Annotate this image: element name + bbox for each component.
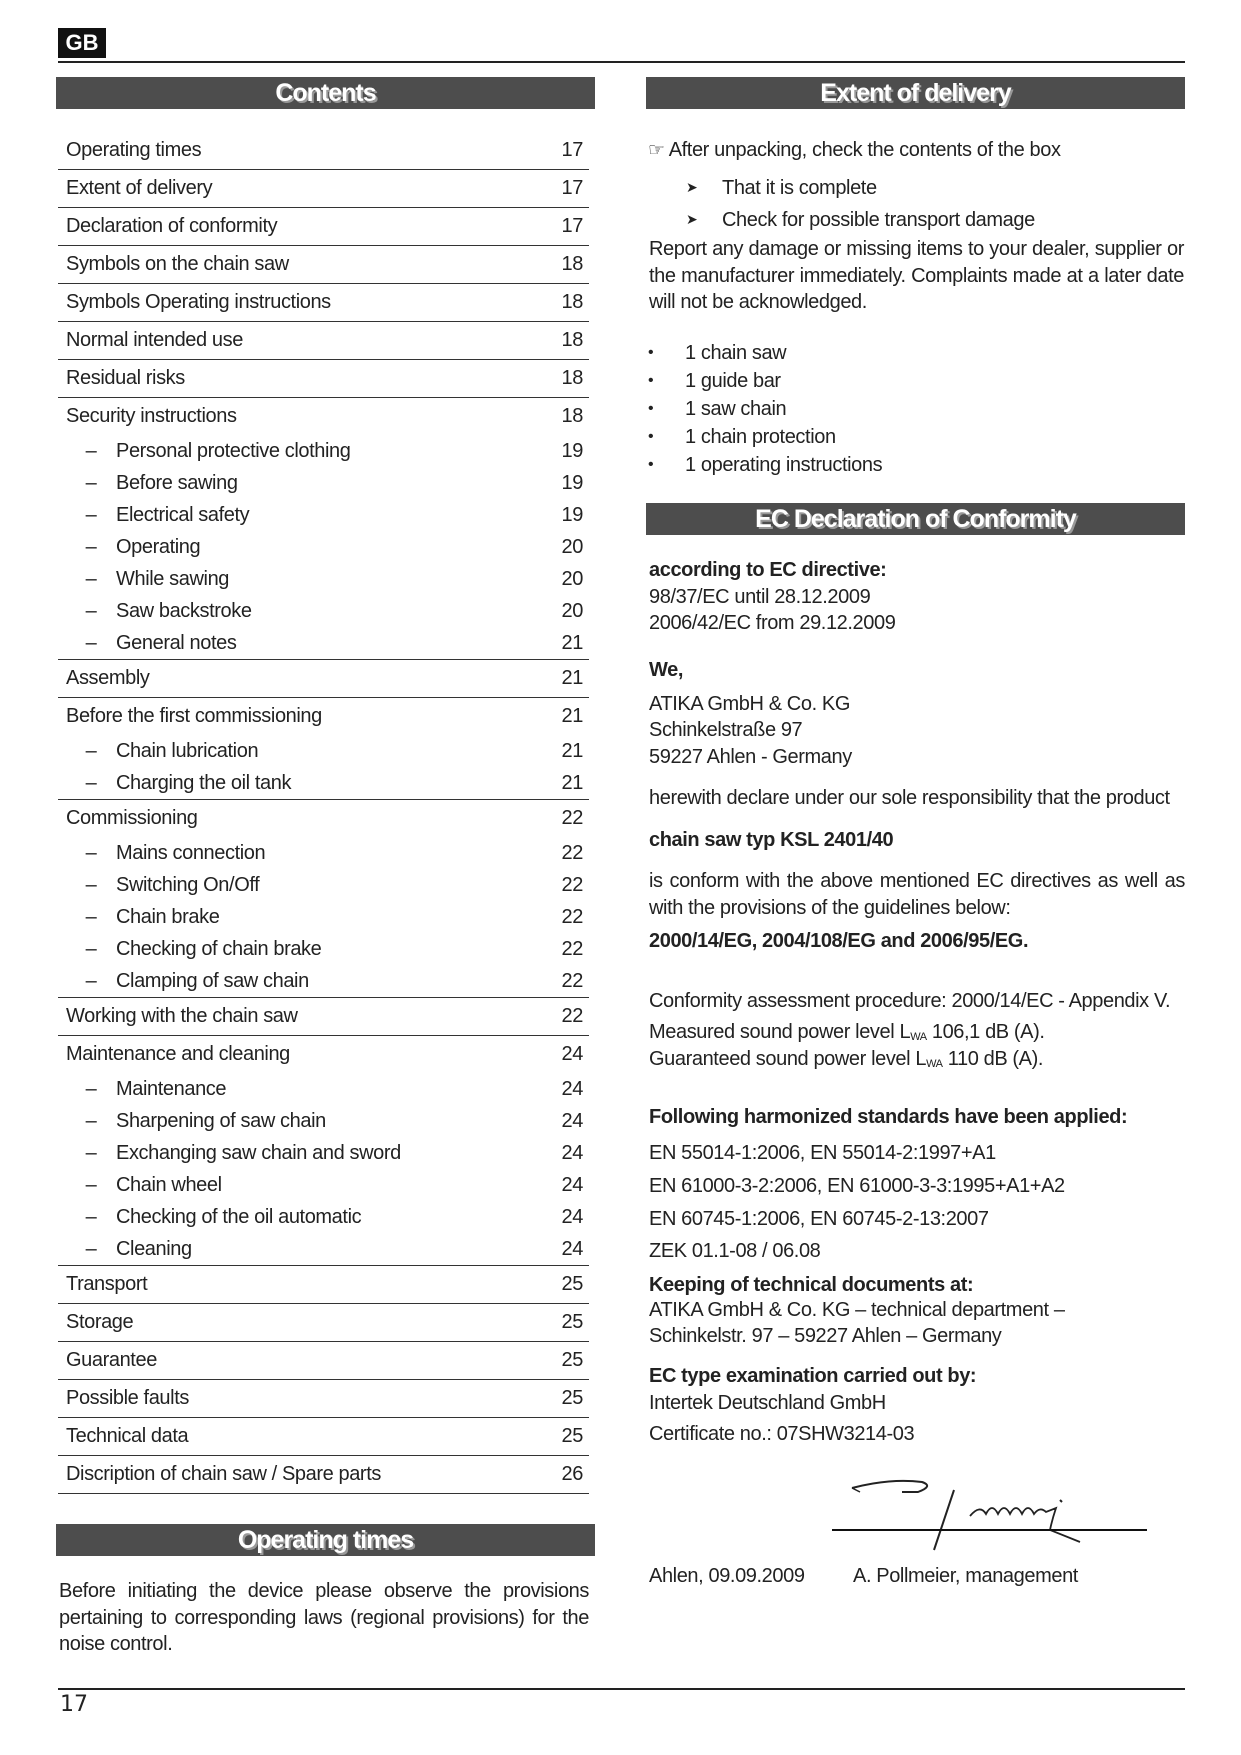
bullet-icon: • xyxy=(648,456,654,473)
toc-label: Operating times xyxy=(66,139,202,161)
toc-label: Mains connection xyxy=(116,841,266,864)
bullet-icon: • xyxy=(648,344,654,361)
toc-page: 24 xyxy=(561,1043,583,1065)
toc-label: Before the first commissioning xyxy=(66,705,322,727)
toc-page: 24 xyxy=(561,1173,583,1196)
toc-page: 22 xyxy=(561,1005,583,1027)
delivery-item xyxy=(648,367,882,395)
toc-page: 17 xyxy=(561,177,583,199)
toc-subitem[interactable] xyxy=(58,1073,589,1105)
toc-label: Transport xyxy=(66,1273,148,1295)
toc-group xyxy=(58,1380,589,1418)
guaranteed-sound-level xyxy=(649,1048,1043,1071)
toc-group xyxy=(58,246,589,284)
toc-subitem[interactable] xyxy=(58,435,589,467)
herewith-text: herewith declare under our sole responsibility that the product xyxy=(649,787,1170,809)
check-text: Check for possible transport damage xyxy=(722,208,1035,231)
toc-item[interactable] xyxy=(58,1380,589,1417)
dash-icon: – xyxy=(85,503,97,526)
toc-page: 20 xyxy=(561,599,583,622)
toc-item[interactable] xyxy=(58,1304,589,1341)
delivery-item xyxy=(648,395,882,423)
assessment-procedure: Conformity assessment procedure: 2000/14/EC - Appendix V. xyxy=(649,990,1171,1012)
toc-group xyxy=(58,1418,589,1456)
toc-group xyxy=(58,1036,589,1266)
toc-group xyxy=(58,698,589,800)
dash-icon: – xyxy=(85,1173,97,1196)
bottom-rule xyxy=(58,1688,1185,1690)
toc-subitem[interactable] xyxy=(58,563,589,595)
toc-label: Checking of the oil automatic xyxy=(116,1205,362,1228)
toc-group xyxy=(58,660,589,698)
toc-group xyxy=(58,284,589,322)
toc-group xyxy=(58,208,589,246)
toc-item[interactable] xyxy=(58,998,589,1035)
toc-label: Electrical safety xyxy=(116,503,250,526)
dash-icon: – xyxy=(85,471,97,494)
measured-value: 106,1 dB (A). xyxy=(926,1021,1045,1043)
toc-subitem[interactable] xyxy=(58,933,589,965)
dash-icon: – xyxy=(85,905,97,928)
toc-label: Symbols Operating instructions xyxy=(66,291,331,313)
toc-label: Maintenance and cleaning xyxy=(66,1043,290,1065)
delivery-item xyxy=(648,339,882,367)
guidelines: 2000/14/EG, 2004/108/EG and 2006/95/EG. xyxy=(649,930,1029,952)
standard-line: EN 61000-3-2:2006, EN 61000-3-3:1995+A1+A2 xyxy=(649,1175,1065,1197)
toc-subitem[interactable] xyxy=(58,869,589,901)
dash-icon: – xyxy=(85,535,97,558)
toc-page: 25 xyxy=(561,1273,583,1295)
toc-page: 19 xyxy=(561,503,583,526)
delivery-item-text: 1 saw chain xyxy=(685,397,787,420)
dash-icon: – xyxy=(85,599,97,622)
toc-label: Commissioning xyxy=(66,807,198,829)
toc-page: 25 xyxy=(561,1311,583,1333)
bullet-icon: • xyxy=(648,372,654,389)
certificate-number: Certificate no.: 07SHW3214-03 xyxy=(649,1423,915,1445)
ec-declaration-heading: EC Declaration of Conformity xyxy=(646,503,1185,535)
toc-label: Maintenance xyxy=(116,1077,227,1100)
toc-page: 17 xyxy=(561,215,583,237)
directive-1: 98/37/EC until 28.12.2009 xyxy=(649,586,871,608)
toc-item[interactable] xyxy=(58,1266,589,1303)
toc-subitem[interactable] xyxy=(58,1137,589,1169)
standard-line: EN 60745-1:2006, EN 60745-2-13:2007 xyxy=(649,1208,989,1230)
toc-page: 20 xyxy=(561,535,583,558)
toc-label: While sawing xyxy=(116,567,230,590)
toc-page: 25 xyxy=(561,1349,583,1371)
toc-page: 24 xyxy=(561,1109,583,1132)
measured-label: Measured sound power level L xyxy=(649,1021,911,1043)
toc-item[interactable] xyxy=(58,1342,589,1379)
measured-sub: WA xyxy=(910,1031,927,1043)
toc-page: 21 xyxy=(561,705,583,727)
dash-icon: – xyxy=(85,969,97,992)
toc-group xyxy=(58,998,589,1036)
toc-label: Normal intended use xyxy=(66,329,243,351)
toc-item[interactable] xyxy=(58,284,589,321)
dash-icon: – xyxy=(85,439,97,462)
toc-label: Cleaning xyxy=(116,1237,192,1260)
dash-icon: – xyxy=(85,631,97,654)
toc-page: 22 xyxy=(561,969,583,992)
dash-icon: – xyxy=(85,1237,97,1260)
toc-item[interactable] xyxy=(58,170,589,207)
toc-item[interactable] xyxy=(58,398,589,435)
dash-icon: – xyxy=(85,567,97,590)
toc-label: Charging the oil tank xyxy=(116,771,292,794)
check-text: That it is complete xyxy=(722,176,877,199)
operating-times-heading: Operating times xyxy=(56,1524,595,1556)
toc-label: Sharpening of saw chain xyxy=(116,1109,326,1132)
exam-label: EC type examination carried out by: xyxy=(649,1365,977,1387)
toc-item[interactable] xyxy=(58,800,589,837)
toc-item[interactable] xyxy=(58,360,589,397)
delivery-checks xyxy=(686,172,1035,236)
toc-group xyxy=(58,170,589,208)
toc-group xyxy=(58,1266,589,1304)
toc-page: 22 xyxy=(561,937,583,960)
toc-page: 22 xyxy=(561,873,583,896)
toc-item[interactable] xyxy=(58,1036,589,1073)
toc-label: Switching On/Off xyxy=(116,873,260,896)
toc-page: 18 xyxy=(561,253,583,275)
toc-label: Personal protective clothing xyxy=(116,439,351,462)
delivery-item-text: 1 guide bar xyxy=(685,369,781,392)
toc-group xyxy=(58,132,589,170)
toc-label: General notes xyxy=(116,631,237,654)
toc-subitem[interactable] xyxy=(58,1233,589,1265)
toc-label: Checking of chain brake xyxy=(116,937,322,960)
toc-page: 24 xyxy=(561,1237,583,1260)
delivery-item xyxy=(648,451,882,479)
toc-subitem[interactable] xyxy=(58,1201,589,1233)
toc-item[interactable] xyxy=(58,1456,589,1493)
keeping-line: Schinkelstr. 97 – 59227 Ahlen – Germany xyxy=(649,1325,1002,1347)
toc-subitem[interactable] xyxy=(58,735,589,767)
pointing-hand-icon: ☞ xyxy=(648,139,665,161)
toc-subitem[interactable] xyxy=(58,595,589,627)
toc-label: Possible faults xyxy=(66,1387,189,1409)
toc-subitem[interactable] xyxy=(58,531,589,563)
guaranteed-value: 110 dB (A). xyxy=(942,1048,1044,1070)
check-item xyxy=(686,204,1035,236)
toc-item[interactable] xyxy=(58,246,589,283)
toc-subitem[interactable] xyxy=(58,837,589,869)
toc-page: 21 xyxy=(561,771,583,794)
toc-label: Guarantee xyxy=(66,1349,157,1371)
contents-heading: Contents xyxy=(56,77,595,109)
toc-label: Declaration of conformity xyxy=(66,215,278,237)
toc-label: Discription of chain saw / Spare parts xyxy=(66,1463,381,1485)
standards-label: Following harmonized standards have been applied: xyxy=(649,1106,1128,1128)
toc-page: 26 xyxy=(561,1463,583,1485)
toc-label: Assembly xyxy=(66,667,150,689)
delivery-items-list xyxy=(648,339,882,479)
toc-page: 22 xyxy=(561,807,583,829)
operating-times-text: Before initiating the device please observe the provisions pertaining to corresponding laws (regional provisions) for the noise control. xyxy=(59,1580,589,1655)
page-number: 17 xyxy=(60,1692,88,1717)
dash-icon: – xyxy=(85,1109,97,1132)
delivery-item-text: 1 operating instructions xyxy=(685,453,883,476)
signature xyxy=(830,1470,1150,1555)
toc-group xyxy=(58,800,589,998)
keeping-line: ATIKA GmbH & Co. KG – technical department – xyxy=(649,1299,1065,1321)
bullet-icon: • xyxy=(648,428,654,445)
address-line: ATIKA GmbH & Co. KG xyxy=(649,693,850,715)
toc-page: 18 xyxy=(561,405,583,427)
toc-label: Chain wheel xyxy=(116,1173,222,1196)
toc-group xyxy=(58,1456,589,1494)
we-label: We, xyxy=(649,659,683,681)
top-rule xyxy=(58,61,1185,63)
bullet-icon: • xyxy=(648,400,654,417)
toc-page: 24 xyxy=(561,1205,583,1228)
toc-label: Residual risks xyxy=(66,367,185,389)
toc-label: Storage xyxy=(66,1311,134,1333)
toc-page: 24 xyxy=(561,1141,583,1164)
directive-2: 2006/42/EC from 29.12.2009 xyxy=(649,612,896,634)
delivery-report-text: Report any damage or missing items to your dealer, supplier or the manufacturer immediately. Complaints made at a later date will not be acknowledged. xyxy=(649,238,1184,313)
toc-item[interactable] xyxy=(58,698,589,735)
exam-body: Intertek Deutschland GmbH xyxy=(649,1392,886,1414)
standard-line: ZEK 01.1-08 / 06.08 xyxy=(649,1240,821,1262)
toc-subitem[interactable] xyxy=(58,1169,589,1201)
dash-icon: – xyxy=(85,841,97,864)
toc-item[interactable] xyxy=(58,1418,589,1455)
dash-icon: – xyxy=(85,873,97,896)
toc-group xyxy=(58,360,589,398)
toc-subitem[interactable] xyxy=(58,499,589,531)
toc-page: 25 xyxy=(561,1387,583,1409)
toc-item[interactable] xyxy=(58,208,589,245)
address-line: 59227 Ahlen - Germany xyxy=(649,746,852,768)
toc-group xyxy=(58,1342,589,1380)
toc-label: Extent of delivery xyxy=(66,177,213,199)
place-date: Ahlen, 09.09.2009 xyxy=(649,1565,805,1587)
toc-subitem[interactable] xyxy=(58,767,589,799)
dash-icon: – xyxy=(85,1205,97,1228)
delivery-item-text: 1 chain saw xyxy=(685,341,787,364)
address-line: Schinkelstraße 97 xyxy=(649,719,803,741)
toc-page: 19 xyxy=(561,439,583,462)
table-of-contents xyxy=(58,132,589,1494)
toc-group xyxy=(58,1304,589,1342)
toc-group xyxy=(58,398,589,660)
arrow-icon: ➤ xyxy=(686,180,698,196)
language-badge: GB xyxy=(58,28,106,58)
toc-page: 21 xyxy=(561,667,583,689)
toc-subitem[interactable] xyxy=(58,965,589,997)
toc-page: 25 xyxy=(561,1425,583,1447)
toc-label: Clamping of saw chain xyxy=(116,969,309,992)
toc-item[interactable] xyxy=(58,132,589,169)
toc-label: Security instructions xyxy=(66,405,237,427)
toc-page: 18 xyxy=(561,367,583,389)
measured-sound-level xyxy=(649,1021,1045,1044)
toc-label: Exchanging saw chain and sword xyxy=(116,1141,401,1164)
toc-label: Working with the chain saw xyxy=(66,1005,298,1027)
toc-subitem[interactable] xyxy=(58,901,589,933)
toc-page: 17 xyxy=(561,139,583,161)
dash-icon: – xyxy=(85,937,97,960)
guaranteed-label: Guaranteed sound power level L xyxy=(649,1048,927,1070)
check-item xyxy=(686,172,1035,204)
toc-page: 19 xyxy=(561,471,583,494)
signatory: A. Pollmeier, management xyxy=(853,1565,1078,1587)
delivery-intro-text: After unpacking, check the contents of the box xyxy=(668,139,1061,161)
delivery-item xyxy=(648,423,882,451)
toc-page: 22 xyxy=(561,841,583,864)
toc-page: 21 xyxy=(561,739,583,762)
toc-page: 21 xyxy=(561,631,583,654)
conform-text: is conform with the above mentioned EC directives as well as with the provisions of the guidelines below: xyxy=(649,870,1185,919)
toc-label: Chain lubrication xyxy=(116,739,259,762)
toc-page: 18 xyxy=(561,329,583,351)
product-name: chain saw typ KSL 2401/40 xyxy=(649,829,894,851)
toc-subitem[interactable] xyxy=(58,467,589,499)
toc-subitem[interactable] xyxy=(58,1105,589,1137)
toc-label: Before sawing xyxy=(116,471,238,494)
toc-label: Symbols on the chain saw xyxy=(66,253,289,275)
toc-group xyxy=(58,322,589,360)
toc-page: 18 xyxy=(561,291,583,313)
guaranteed-sub: WA xyxy=(926,1058,943,1070)
delivery-item-text: 1 chain protection xyxy=(685,425,836,448)
keeping-label: Keeping of technical documents at: xyxy=(649,1274,974,1296)
toc-page: 24 xyxy=(561,1077,583,1100)
dash-icon: – xyxy=(85,1141,97,1164)
toc-item[interactable] xyxy=(58,660,589,697)
directive-label: according to EC directive: xyxy=(649,559,887,581)
delivery-intro xyxy=(648,139,1061,162)
delivery-heading: Extent of delivery xyxy=(646,77,1185,109)
toc-label: Operating xyxy=(116,535,201,558)
toc-item[interactable] xyxy=(58,322,589,359)
toc-page: 20 xyxy=(561,567,583,590)
toc-subitem[interactable] xyxy=(58,627,589,659)
toc-label: Technical data xyxy=(66,1425,189,1447)
dash-icon: – xyxy=(85,739,97,762)
dash-icon: – xyxy=(85,771,97,794)
arrow-icon: ➤ xyxy=(686,212,698,228)
toc-label: Saw backstroke xyxy=(116,599,252,622)
dash-icon: – xyxy=(85,1077,97,1100)
toc-page: 22 xyxy=(561,905,583,928)
standard-line: EN 55014-1:2006, EN 55014-2:1997+A1 xyxy=(649,1142,996,1164)
toc-label: Chain brake xyxy=(116,905,220,928)
